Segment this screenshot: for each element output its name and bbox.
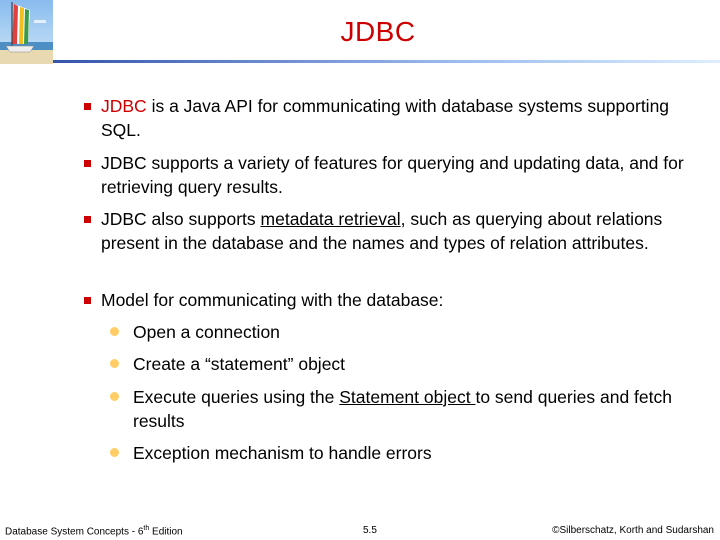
- sub-bullet-text: Exception mechanism to handle errors: [133, 443, 432, 463]
- footer-sup: th: [143, 525, 150, 532]
- statement-object-link[interactable]: Statement object: [339, 387, 476, 407]
- sub-bullet-item: [133, 320, 703, 344]
- footer-left: [5, 525, 183, 537]
- footer-copyright: ©Silberschatz, Korth and Sudarshan: [552, 525, 714, 536]
- square-bullet-icon: [84, 160, 91, 167]
- bullet-lead: JDBC: [101, 96, 147, 116]
- round-bullet-icon: [110, 359, 119, 368]
- bullet-text: is a Java API for communicating with database systems supporting SQL.: [101, 96, 670, 140]
- bullet-text: Model for communicating with the database:: [101, 290, 444, 310]
- page-number: 5.5: [363, 525, 377, 536]
- sub-bullet-text: Create a “statement” object: [133, 354, 346, 374]
- slide-title: JDBC: [340, 16, 416, 47]
- bullet-text-pre: JDBC also supports: [101, 209, 261, 229]
- square-bullet-icon: [84, 216, 91, 223]
- sub-bullet-text-post: to send queries and fetch results: [133, 387, 672, 431]
- round-bullet-icon: [110, 327, 119, 336]
- title-divider: [53, 60, 720, 63]
- sub-bullet-item: [133, 441, 703, 465]
- square-bullet-icon: [84, 103, 91, 110]
- sub-bullet-item: [133, 352, 703, 376]
- bullet-item: [101, 288, 701, 312]
- sub-bullet-text-pre: Execute queries using the: [133, 387, 340, 407]
- bullet-text: JDBC supports a variety of features for querying and updating data, and for retrieving query results.: [101, 153, 684, 197]
- bullet-text-post: , such as querying about relations present in the database and the names and types of relation attributes.: [101, 209, 663, 253]
- sub-bullet-text: Open a connection: [133, 322, 280, 342]
- square-bullet-icon: [84, 297, 91, 304]
- round-bullet-icon: [110, 392, 119, 401]
- sub-bullet-item: [133, 385, 703, 433]
- metadata-retrieval-link[interactable]: metadata retrieval: [260, 209, 401, 229]
- round-bullet-icon: [110, 448, 119, 457]
- bullet-item: [101, 207, 701, 255]
- bullet-item: [101, 151, 701, 199]
- bullet-item: [101, 94, 701, 142]
- footer-book: Database System Concepts - 6: [5, 526, 144, 538]
- footer-edition: Edition: [149, 526, 183, 538]
